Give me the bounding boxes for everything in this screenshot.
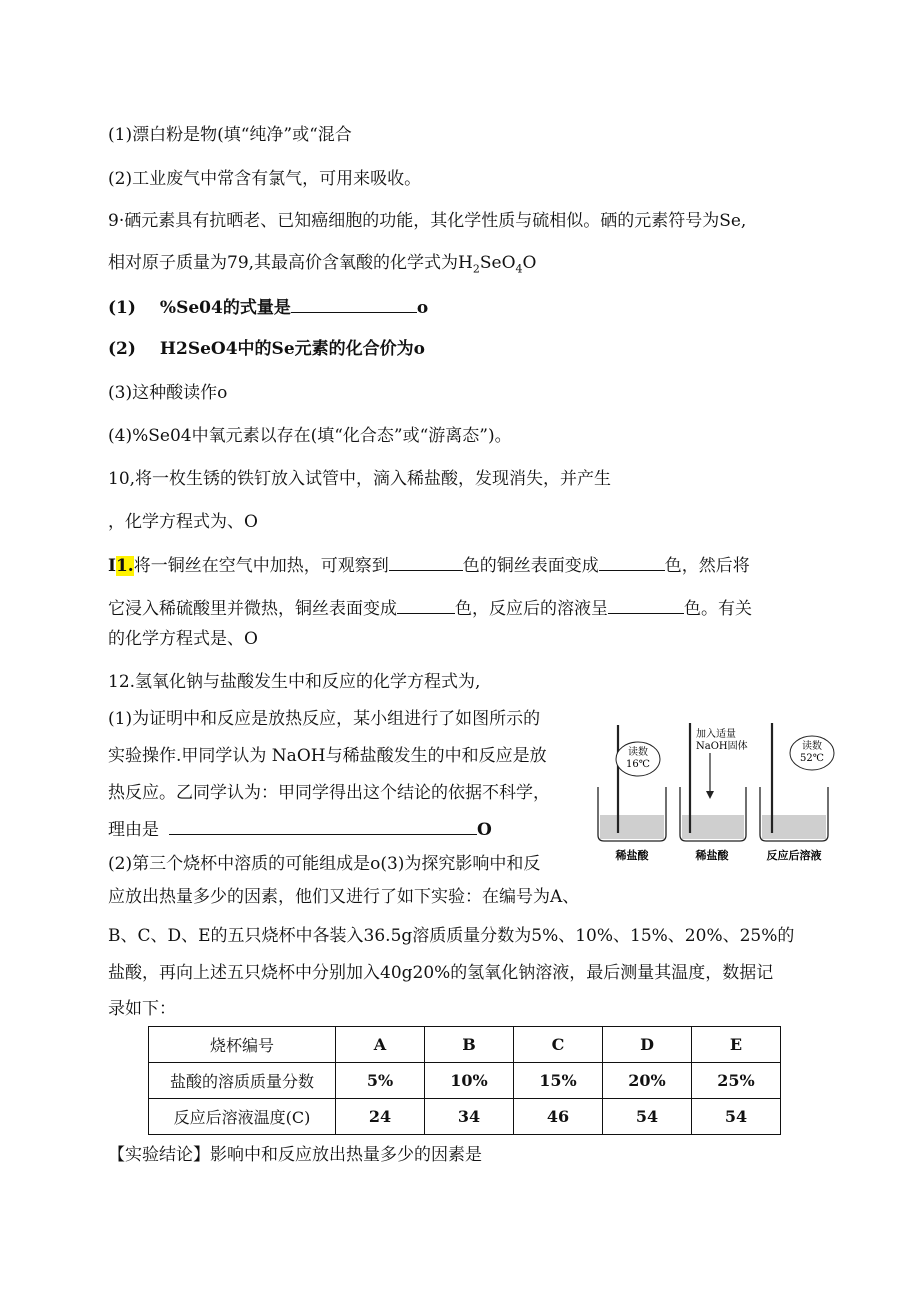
addition-note-line-1: 加入适量 <box>696 729 736 740</box>
question-12-part-1-line-2: 实验操作.甲同学认为 NaOH与稀盐酸发生的中和反应是放 <box>108 746 547 766</box>
beaker-2-label: 稀盐酸 <box>695 849 729 862</box>
q11-blank-3[interactable] <box>397 597 455 614</box>
question-11-line-2 <box>108 597 752 620</box>
question-11-line-3: 的化学方程式是、O <box>108 629 258 649</box>
q9-text-b: SeO <box>479 253 516 273</box>
q11-text-2b: 色，反应后的溶液呈 <box>455 599 608 619</box>
table-cell: B <box>425 1027 514 1063</box>
table-cell: 46 <box>514 1099 603 1135</box>
question-12-part-2-line-3: B、C、D、E的五只烧杯中各装入36.5g溶质质量分数为5%、10%、15%、20%、25%的 <box>108 926 795 946</box>
table-cell: 5% <box>336 1063 425 1099</box>
data-table <box>148 1026 781 1135</box>
table-cell: 24 <box>336 1099 425 1135</box>
experiment-figure <box>590 715 845 865</box>
table-cell: C <box>514 1027 603 1063</box>
q12-reason-blank[interactable] <box>169 818 477 835</box>
q12-reason-label: 理由是 <box>108 820 159 840</box>
q11-blank-1[interactable] <box>389 554 463 571</box>
q11-text-2a: 它浸入稀硫酸里并微热，铜丝表面变成 <box>108 599 397 619</box>
question-11-line-1 <box>108 554 750 577</box>
question-12-part-2-line-4: 盐酸，再向上述五只烧杯中分别加入40g20%的氢氧化钠溶液，最后测量其温度，数据记 <box>108 963 774 983</box>
reading-bubble-3-label: 读数 <box>802 741 822 752</box>
q11-mark-a: I <box>108 556 116 576</box>
reading-bubble-1-label: 读数 <box>628 747 648 758</box>
table-cell: 15% <box>514 1063 603 1099</box>
addition-note-line-2: NaOH固体 <box>696 741 748 752</box>
question-12-line-1: 12.氢氧化钠与盐酸发生中和反应的化学方程式为, <box>108 672 481 692</box>
table-row <box>149 1099 781 1135</box>
question-9-part-1 <box>108 296 428 319</box>
question-12-part-1-line-4 <box>108 818 492 841</box>
question-10-line-2: ，化学方程式为、O <box>108 512 258 532</box>
table-cell: 烧杯编号 <box>149 1027 336 1063</box>
q9-p1-blank[interactable] <box>291 296 417 313</box>
question-9-line-2 <box>108 252 536 280</box>
table-cell: 54 <box>692 1099 781 1135</box>
question-9-part-2 <box>108 338 425 360</box>
question-12-part-2-line-5: 录如下： <box>108 999 176 1019</box>
q9-p2-number: (2) <box>108 339 136 359</box>
table-cell: D <box>603 1027 692 1063</box>
q9-subscript-2: 4 <box>515 262 523 276</box>
table-cell: 20% <box>603 1063 692 1099</box>
q9-p2-text: H2SeO4中的Se元素的化合价为o <box>159 339 425 359</box>
beaker-1-label: 稀盐酸 <box>615 849 649 862</box>
reading-bubble-3-value: 52℃ <box>800 753 824 764</box>
q11-text-1a: 将一铜丝在空气中加热，可观察到 <box>133 556 389 576</box>
question-12-part-1-line-3: 热反应。乙同学认为：甲同学得出这个结论的依据不科学， <box>108 783 550 803</box>
arrow-head-icon <box>706 791 714 799</box>
q11-text-2c: 色。有关 <box>684 599 752 619</box>
question-9-part-4: (4)%Se04中氧元素以存在(填“化合态”或“游离态”)。 <box>108 426 512 446</box>
question-12-part-2-line-1: (2)第三个烧杯中溶质的可能组成是o(3)为探究影响中和反 <box>108 854 541 874</box>
q9-subscript-1: 2 <box>472 262 480 276</box>
table-cell: 25% <box>692 1063 781 1099</box>
q11-text-1b: 色的铜丝表面变成 <box>462 556 599 576</box>
question-9-line-1: 9·硒元素具有抗晒老、已知癌细胞的功能，其化学性质与硫相似。硒的元素符号为Se, <box>108 211 747 231</box>
q11-blank-2[interactable] <box>599 554 665 571</box>
q9-text-a: 相对原子质量为79,其最高价含氧酸的化学式为H <box>108 253 473 273</box>
table-header-row <box>149 1027 781 1063</box>
beaker-3-label: 反应后溶液 <box>766 849 822 862</box>
q9-p1-end: o <box>416 298 429 318</box>
q9-text-c: O <box>522 253 537 273</box>
q11-highlight-mark: 1. <box>115 556 134 576</box>
question-12-part-2-line-2: 应放出热量多少的因素，他们又进行了如下实验：在编号为A、 <box>108 887 580 907</box>
q11-blank-4[interactable] <box>608 597 684 614</box>
table-row <box>149 1063 781 1099</box>
q11-text-1c: 色，然后将 <box>664 556 750 576</box>
table-cell: 54 <box>603 1099 692 1135</box>
q9-p1-number: (1) <box>108 298 136 318</box>
question-10-line-1: 10,将一枚生锈的铁钉放入试管中，滴入稀盐酸，发现消失，并产生 <box>108 469 612 489</box>
q12-reason-end: O <box>477 820 492 840</box>
experiment-conclusion: 【实验结论】影响中和反应放出热量多少的因素是 <box>108 1145 482 1165</box>
question-12-part-1-line-1: (1)为证明中和反应是放热反应，某小组进行了如图所示的 <box>108 709 541 729</box>
table-cell: 34 <box>425 1099 514 1135</box>
table-cell: A <box>336 1027 425 1063</box>
table-cell: E <box>692 1027 781 1063</box>
question-8-part-1: (1)漂白粉是物(填“纯净”或“混合 <box>108 125 352 145</box>
reading-bubble-1-value: 16℃ <box>626 759 650 770</box>
table-cell: 盐酸的溶质质量分数 <box>149 1063 336 1099</box>
table-cell: 反应后溶液温度(C) <box>149 1099 336 1135</box>
table-cell: 10% <box>425 1063 514 1099</box>
question-8-part-2: (2)工业废气中常含有氯气，可用来吸收。 <box>108 169 422 189</box>
question-9-part-3: (3)这种酸读作o <box>108 383 228 403</box>
q9-p1-text: %Se04的式量是 <box>159 298 291 318</box>
